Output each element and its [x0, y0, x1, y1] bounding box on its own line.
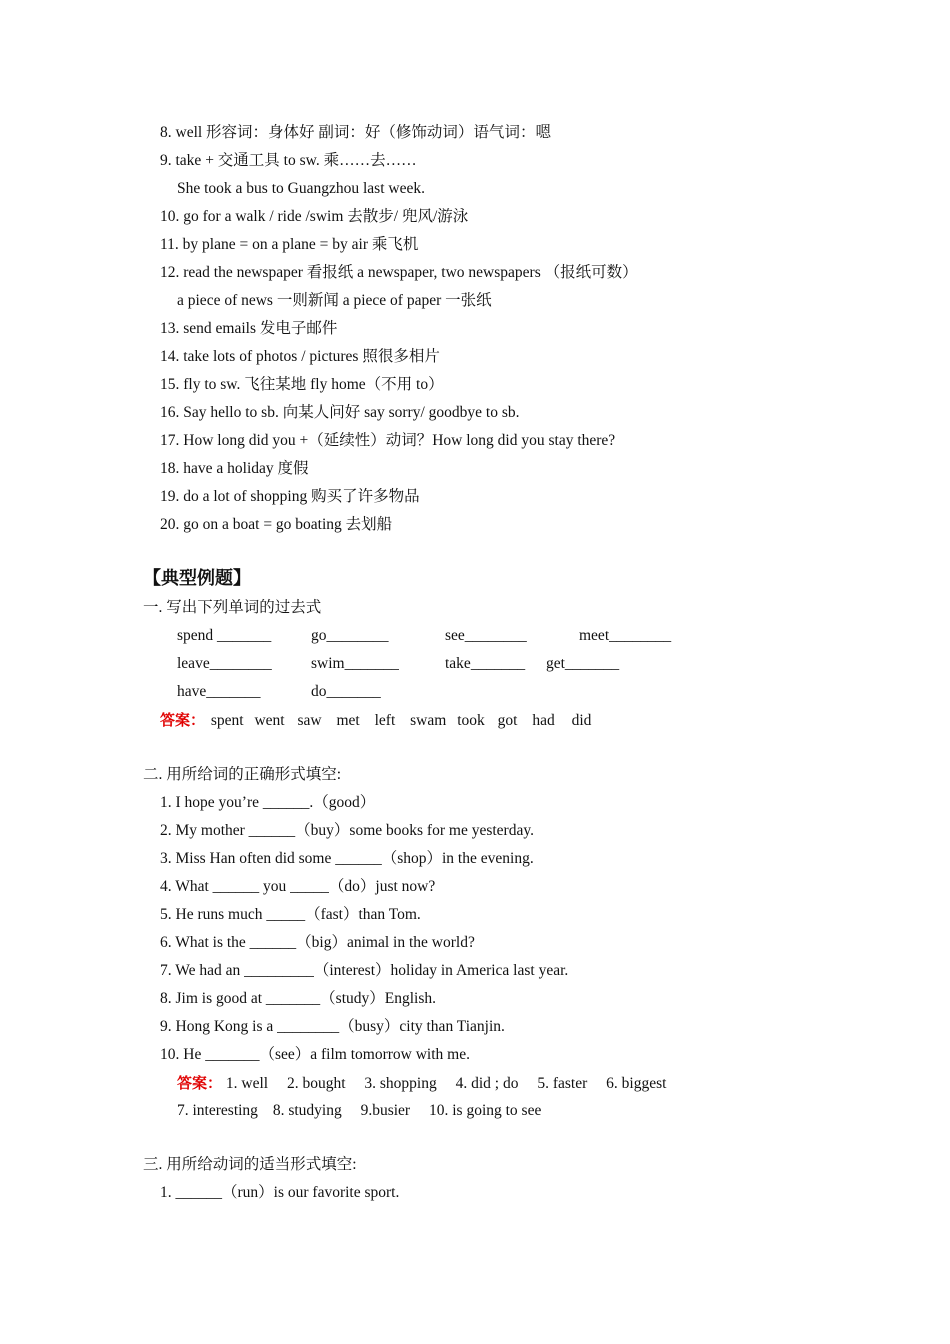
answer-item: 8. studying — [272, 1102, 342, 1119]
vocab-item: 15. fly to sw. 飞往某地 fly home（不用 to） — [160, 376, 444, 393]
answer-item: took — [457, 712, 485, 729]
vocab-item: 10. go for a walk / ride /swim 去散步/ 兜风/游泳 — [160, 208, 469, 225]
vocab-item: 12. read the newspaper 看报纸 a newspaper, two newspapers （报纸可数） — [160, 264, 638, 281]
answer-item: 1. well — [225, 1075, 269, 1092]
vocab-item: 18. have a holiday 度假 — [160, 460, 309, 477]
answer-item: 4. did ; do — [455, 1075, 519, 1092]
word-blank: go________ — [311, 627, 389, 644]
word-blank: leave________ — [177, 655, 272, 672]
answer-item: got — [497, 712, 518, 729]
answer-item: 10. is going to see — [428, 1102, 542, 1119]
exercise-item: 8. Jim is good at _______（study）English. — [160, 990, 436, 1007]
word-blank: get_______ — [546, 655, 620, 672]
part1-answer-line — [160, 710, 591, 731]
exercise-item: 9. Hong Kong is a ________（busy）city than Tianjin. — [160, 1018, 505, 1035]
exercise-item: 7. We had an _________（interest）holiday in America last year. — [160, 962, 569, 979]
answer-item: left — [374, 712, 396, 729]
exercise-item: 3. Miss Han often did some ______（shop）in the evening. — [160, 850, 534, 867]
answer-item: 9.busier — [360, 1102, 411, 1119]
vocab-example: She took a bus to Guangzhou last week. — [177, 180, 425, 197]
exercise-item: 2. My mother ______（buy）some books for me yesterday. — [160, 822, 534, 839]
vocab-item: 11. by plane = on a plane = by air 乘飞机 — [160, 236, 419, 253]
word-blank: swim_______ — [311, 655, 399, 672]
vocab-item: 19. do a lot of shopping 购买了许多物品 — [160, 488, 420, 505]
vocab-item: 13. send emails 发电子邮件 — [160, 320, 338, 337]
exercise-item: 6. What is the ______（big）animal in the world? — [160, 934, 475, 951]
answer-item: had — [532, 712, 555, 729]
answer-item: 6. biggest — [606, 1075, 667, 1092]
word-blank: meet________ — [579, 627, 672, 644]
part2-answer-line — [177, 1073, 666, 1094]
answer-item: 7. interesting — [177, 1102, 258, 1119]
part2-title: 二. 用所给词的正确形式填空: — [143, 766, 342, 783]
word-blank: take_______ — [445, 655, 526, 672]
answer-item: saw — [297, 712, 322, 729]
vocab-item: 16. Say hello to sb. 向某人问好 say sorry/ goodbye to sb. — [160, 404, 520, 421]
section-title: 【典型例题】 — [143, 568, 251, 589]
word-blank: have_______ — [177, 683, 261, 700]
vocab-item: 8. well 形容词：身体好 副词：好（修饰动词）语气词：嗯 — [160, 124, 551, 141]
exercise-item: 1. I hope you’re ______.（good） — [160, 794, 376, 811]
answer-label: 答案： — [160, 711, 206, 729]
answer-item: met — [336, 712, 360, 729]
exercise-item: 4. What ______ you _____（do）just now? — [160, 878, 436, 895]
exercise-item: 1. ______（run）is our favorite sport. — [160, 1184, 400, 1201]
answer-item: spent — [210, 712, 244, 729]
answer-item: 5. faster — [537, 1075, 588, 1092]
part1-title: 一. 写出下列单词的过去式 — [143, 599, 322, 616]
answer-item: did — [571, 712, 592, 729]
answer-label: 答案： — [177, 1074, 223, 1092]
word-blank: do_______ — [311, 683, 381, 700]
vocab-item: 14. take lots of photos / pictures 照很多相片 — [160, 348, 440, 365]
vocab-item: 20. go on a boat = go boating 去划船 — [160, 516, 393, 533]
word-blank: spend _______ — [177, 627, 272, 644]
part3-title: 三. 用所给动词的适当形式填空: — [143, 1156, 357, 1173]
exercise-item: 10. He _______（see）a film tomorrow with me. — [160, 1046, 470, 1063]
vocab-item: 17. How long did you +（延续性）动词？How long did you stay there? — [160, 432, 616, 449]
part2-answer-line — [177, 1101, 541, 1121]
exercise-item: 5. He runs much _____（fast）than Tom. — [160, 906, 421, 923]
vocab-example: a piece of news 一则新闻 a piece of paper 一张纸 — [177, 292, 492, 309]
answer-item: 3. shopping — [364, 1075, 437, 1092]
answer-item: swam — [410, 712, 447, 729]
vocab-item: 9. take + 交通工具 to sw. 乘……去…… — [160, 152, 417, 169]
answer-item: 2. bought — [286, 1075, 346, 1092]
answer-item: went — [254, 712, 285, 729]
word-blank: see________ — [445, 627, 527, 644]
